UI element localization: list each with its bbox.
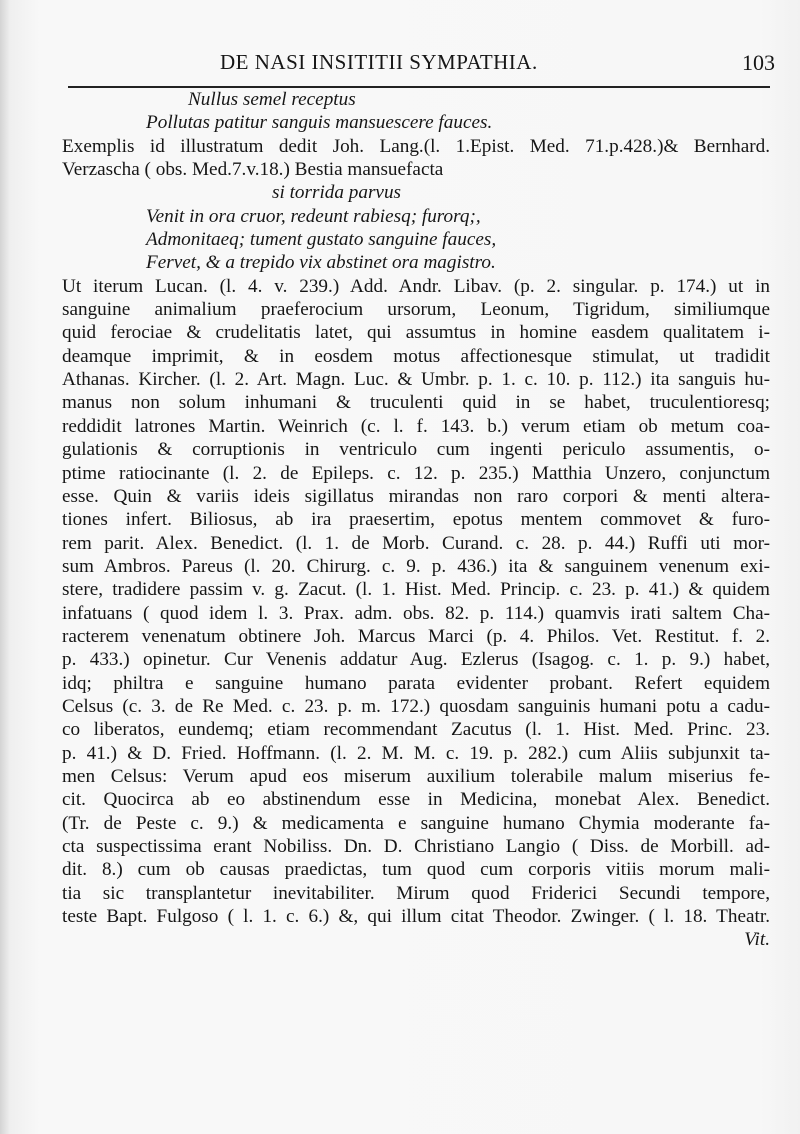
text-line: Admonitaeq; tument gustato sanguine fauces, <box>146 229 497 251</box>
text-line: esse. Quin & variis ideis sigillatus mirandas non raro corpori & menti altera- <box>62 485 770 507</box>
text-line: Pollutas patitur sanguis mansuescere fauces. <box>146 112 493 134</box>
text-line: dit. 8.) cum ob causas praedictas, tum quod cum corporis vitiis morum mali- <box>62 859 770 881</box>
text-line: cit. Quocirca ab eo abstinendum esse in Medicina, monebat Alex. Benedict. <box>62 789 770 811</box>
text-line: cta suspectissima erant Nobiliss. Dn. D. Christiano Langio ( Diss. de Morbill. ad- <box>62 836 770 857</box>
text-line: Athanas. Kircher. (l. 2. Art. Magn. Luc. & Umbr. p. 1. c. 10. p. 112.) ita sanguis hu- <box>62 369 770 391</box>
text-line: Celsus (c. 3. de Re Med. c. 23. p. m. 172.) quosdam sanguinis humani potu a cadu- <box>62 695 770 717</box>
text-line: idq; philtra e sanguine humano parata evidenter probant. Refert equidem <box>62 672 770 694</box>
text-line: deamque imprimit, & in eosdem motus affectionesque stimulat, ut tradidit <box>62 345 770 367</box>
page-number: 103 <box>742 50 775 75</box>
running-title: DE NASI INSITITII SYMPATHIA. <box>220 50 538 74</box>
body-text <box>62 88 770 952</box>
text-line: racterem venenatum obtinere Joh. Marcus Marci (p. 4. Philos. Vet. Restitut. f. 2. <box>62 625 770 647</box>
text-line: Ut iterum Lucan. (l. 4. v. 239.) Add. Andr. Libav. (p. 2. singular. p. 174.) ut in <box>62 275 770 297</box>
text-line: Vit. <box>744 929 770 951</box>
text-line: Fervet, & a trepido vix abstinet ora magistro. <box>146 252 496 274</box>
text-line: tia sic transplantetur inevitabiliter. Mirum quod Friderici Secundi tempore, <box>62 882 770 904</box>
text-line: Verzascha ( obs. Med.7.v.18.) Bestia mansuefacta <box>62 159 444 181</box>
text-line: sum Ambros. Pareus (l. 20. Chirurg. c. 9. p. 436.) ita & sanguinem venenum exi- <box>62 555 770 577</box>
text-line: si torrida parvus <box>272 182 402 204</box>
text-line: manus non solum inhumani & truculenti quid in se habet, truculentioresq; <box>62 392 770 414</box>
text-line: quid ferociae & crudelitatis latet, qui assumtus in homine easdem qualitatem i- <box>62 322 770 344</box>
text-line: Nullus semel receptus <box>188 89 356 110</box>
text-line: ptime ratiocinante (l. 2. de Epileps. c. 12. p. 235.) Matthia Unzero, conjunctum <box>62 462 770 484</box>
text-line: tiones infert. Biliosus, ab ira praesertim, epotus mentem commovet & furo- <box>62 509 770 531</box>
text-line: reddidit latrones Martin. Weinrich (c. l. f. 143. b.) verum etiam ob metum coa- <box>62 415 770 437</box>
text-line: p. 41.) & D. Fried. Hoffmann. (l. 2. M. M. c. 19. p. 282.) cum Aliis subjunxit ta- <box>62 742 770 764</box>
text-line: co liberatos, eundemq; etiam recommendant Zacutus (l. 1. Hist. Med. Princ. 23. <box>62 719 770 741</box>
text-line: infatuans ( quod idem l. 3. Prax. adm. obs. 82. p. 114.) quamvis irati saltem Cha- <box>62 602 770 624</box>
page-header <box>60 48 775 84</box>
text-line: rem parit. Alex. Benedict. (l. 1. de Morb. Curand. c. 28. p. 44.) Ruffi uti mor- <box>62 532 770 554</box>
text-line: Venit in ora cruor, redeunt rabiesq; furorq;, <box>146 205 481 227</box>
text-line: Exemplis id illustratum dedit Joh. Lang.(l. 1.Epist. Med. 71.p.428.)& Bernhard. <box>62 135 770 157</box>
text-line: men Celsus: Verum apud eos miserum auxilium tolerabile malum miserius fe- <box>62 765 770 787</box>
text-line: p. 433.) opinetur. Cur Venenis addatur Aug. Ezlerus (Isagog. c. 1. p. 9.) habet, <box>62 649 770 671</box>
text-line: sanguine animalium praeferocium ursorum, Leonum, Tigridum, similiumque <box>62 299 770 321</box>
text-line: teste Bapt. Fulgoso ( l. 1. c. 6.) &, qui illum citat Theodor. Zwinger. ( l. 18. Theatr. <box>62 906 770 928</box>
text-line: stere, tradidere passim v. g. Zacut. (l. 1. Hist. Med. Princip. c. 23. p. 41.) & quidem <box>62 579 770 601</box>
text-line: gulationis & corruptionis in ventriculo cum ingenti periculo assumentis, o- <box>62 439 770 461</box>
text-line: (Tr. de Peste c. 9.) & medicamenta e sanguine humano Chymia moderante fa- <box>62 812 770 834</box>
